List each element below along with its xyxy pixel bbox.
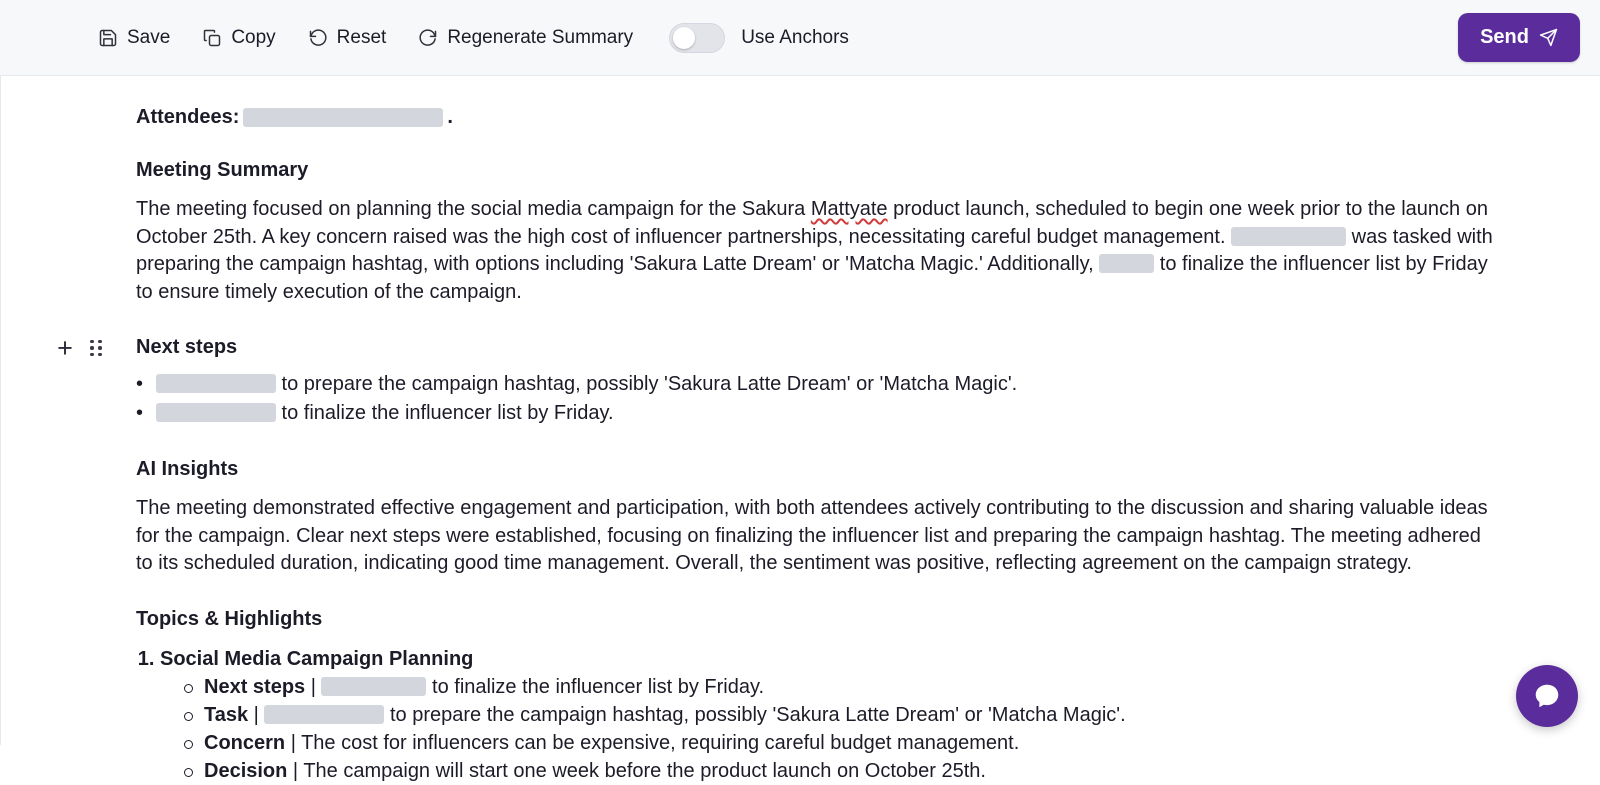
next-step-text: to prepare the campaign hashtag, possibly 'Sakura Latte Dream' or 'Matcha Magic'. <box>276 373 1018 395</box>
highlight-label: Concern <box>204 731 286 754</box>
add-block-icon[interactable]: + <box>57 333 73 363</box>
summary-redacted-name-1 <box>1231 227 1346 246</box>
list-item <box>136 399 1520 428</box>
copy-button[interactable] <box>192 22 285 54</box>
highlight-text: The cost for influencers can be expensive, requiring careful budget management. <box>295 731 1020 754</box>
summary-text-part-1: The meeting focused on planning the social media campaign for the Sakura <box>136 198 811 220</box>
next-step-redacted-name <box>156 374 276 393</box>
highlight-text: to prepare the campaign hashtag, possibly 'Sakura Latte Dream' or 'Matcha Magic'. <box>384 703 1126 726</box>
save-button[interactable] <box>88 22 180 54</box>
attendees-label: Attendees: <box>136 106 240 128</box>
highlight-redacted-name <box>321 677 426 696</box>
highlight-redacted-name <box>264 705 384 724</box>
chat-icon <box>1532 681 1562 711</box>
send-icon <box>1539 28 1558 47</box>
meeting-summary-paragraph <box>136 196 1496 306</box>
next-step-text: to finalize the influencer list by Friday. <box>276 402 614 424</box>
ai-insights-heading: AI Insights <box>136 458 239 480</box>
drag-dots <box>90 340 102 357</box>
highlight-label: Task <box>204 703 249 726</box>
next-steps-heading: Next steps <box>136 336 238 358</box>
toggle-knob <box>673 27 695 49</box>
highlight-separator: | <box>292 759 299 782</box>
copy-icon <box>202 28 222 48</box>
highlight-separator: | <box>290 731 296 754</box>
highlight-label: Decision <box>204 759 288 782</box>
editor-toolbar <box>0 0 1600 76</box>
list-item <box>182 729 1520 757</box>
next-steps-list <box>136 370 1520 428</box>
refresh-icon <box>418 28 438 48</box>
meeting-summary-heading: Meeting Summary <box>136 159 309 181</box>
attendees-redacted-value <box>243 108 443 127</box>
misspelled-word: Mattyate <box>810 198 888 220</box>
send-label: Send <box>1480 26 1529 48</box>
summary-text-part-4: to finalize the influencer list by Friday to ensure timely execution of the campaign. <box>136 253 1488 303</box>
highlight-separator: | <box>253 703 259 726</box>
topics-highlights-heading: Topics & Highlights <box>136 607 323 630</box>
summary-redacted-name-2 <box>1099 254 1154 273</box>
attendees-line <box>136 106 1520 129</box>
summary-text-part-2: product launch, scheduled to begin one week prior to the launch on October 25th. A key concern raised was the high cost of influencer partnerships, necessitating careful budget management. <box>136 198 1488 248</box>
list-item <box>182 701 1520 729</box>
list-item <box>182 757 1520 785</box>
regenerate-summary-label: Regenerate Summary <box>447 27 634 48</box>
save-label: Save <box>127 27 171 48</box>
reset-label: Reset <box>336 27 387 48</box>
block-handles <box>54 333 102 363</box>
regenerate-summary-button[interactable] <box>408 22 643 54</box>
list-item <box>136 370 1520 399</box>
attendees-trailing-period: . <box>447 106 453 128</box>
next-step-redacted-name <box>156 403 276 422</box>
topics-list <box>136 645 1520 785</box>
reset-icon <box>308 28 328 48</box>
highlight-text: to finalize the influencer list by Friday. <box>426 675 765 698</box>
highlight-label: Next steps <box>204 675 306 698</box>
next-steps-block <box>57 333 1520 428</box>
use-anchors-label: Use Anchors <box>741 26 849 48</box>
summary-document[interactable] <box>0 76 1600 785</box>
summary-text-part-3: was tasked with preparing the campaign hashtag, with options including 'Sakura Latte Dream' or 'Matcha Magic.' Additionally, <box>136 225 1493 275</box>
highlight-separator: | <box>310 675 316 698</box>
save-icon <box>98 28 118 48</box>
copy-label: Copy <box>231 27 276 48</box>
topic-title: Social Media Campaign Planning <box>160 647 474 670</box>
drag-handle-icon[interactable] <box>90 340 102 357</box>
ai-insights-paragraph: The meeting demonstrated effective engagement and participation, with both attendees actively contributing to the discussion and sharing valuable ideas for the campaign. Clear next steps were established, focusing on finalizing the influencer list and preparing the campaign hashtag. The meeting adhered to its scheduled duration, indicating good time management. Overall, the sentiment was positive, reflecting agreement on the campaign strategy. <box>136 497 1488 574</box>
use-anchors-toggle[interactable] <box>669 23 725 53</box>
reset-button[interactable] <box>298 22 397 54</box>
topic-item <box>160 645 1520 785</box>
use-anchors-control <box>669 23 849 53</box>
support-chat-button[interactable] <box>1516 665 1578 727</box>
topic-highlights-list <box>160 673 1520 785</box>
highlight-text: The campaign will start one week before the product launch on October 25th. <box>298 759 986 782</box>
list-item <box>182 673 1520 701</box>
send-button[interactable] <box>1458 13 1580 62</box>
